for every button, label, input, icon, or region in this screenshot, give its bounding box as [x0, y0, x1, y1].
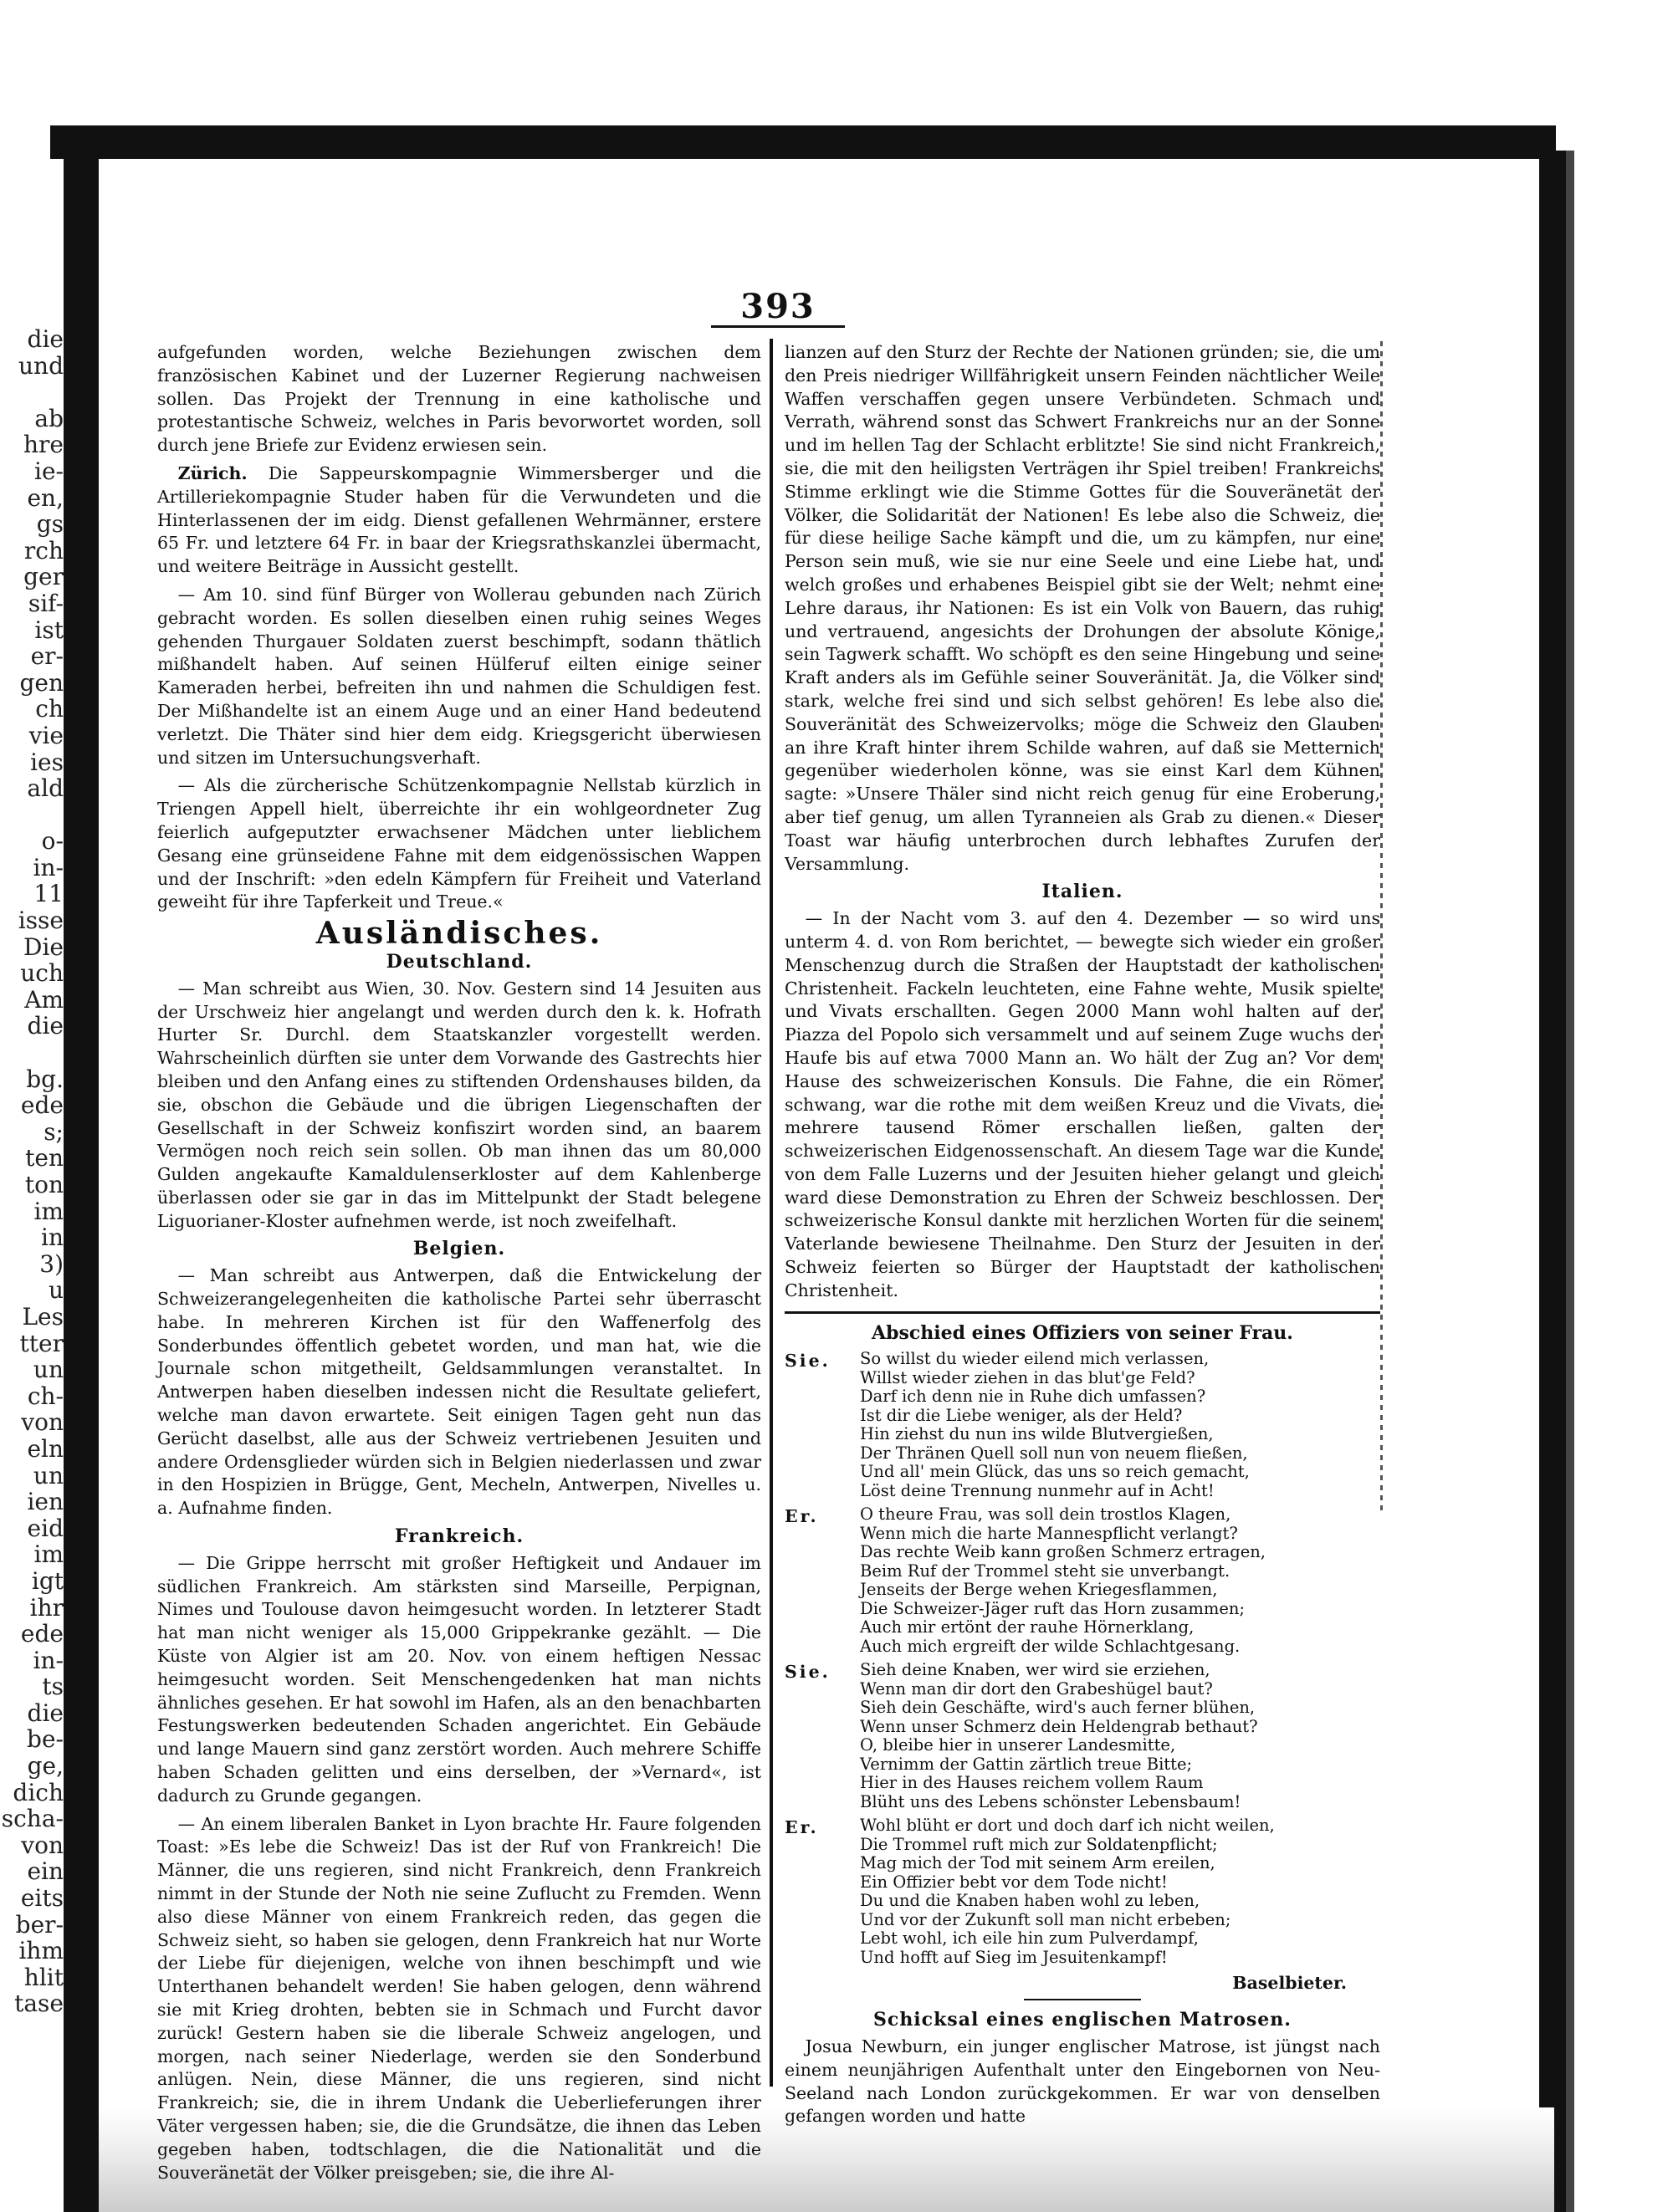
margin-fragment: uch [20, 960, 64, 987]
poem-speaker: Sie. [785, 1351, 831, 1372]
margin-fragment: un [33, 1462, 64, 1489]
margin-fragment: die [27, 1699, 64, 1727]
margin-fragment: ede [20, 1092, 64, 1119]
margin-fragment: isse [18, 907, 64, 934]
margin-fragment: 3) [39, 1250, 64, 1278]
margin-fragment: in- [33, 1647, 64, 1674]
poem-line: Hin ziehst du nun ins wilde Blutvergießen, [860, 1424, 1214, 1444]
margin-fragment: er- [30, 643, 64, 670]
heading-belgien: Belgien. [412, 1238, 506, 1260]
poem-line: Vernimm der Gattin zärtlich treue Bitte; [860, 1754, 1193, 1774]
margin-fragment: gen [19, 669, 64, 697]
book-binding-bar [64, 125, 99, 2212]
margin-fragment: im [33, 1541, 64, 1568]
poem-line: Und vor der Zukunft soll man nicht erbeben; [860, 1909, 1231, 1929]
poem-line: Wenn mich die harte Mannespflicht verlangt? [860, 1523, 1238, 1543]
margin-fragment: 11 [33, 881, 64, 908]
page-number: 393 [711, 289, 845, 328]
heading-deutschland: Deutschland. [386, 950, 533, 973]
margin-fragment [0, 379, 64, 406]
poem-verse [860, 1350, 1380, 1500]
poem-stanza [785, 1350, 1380, 1500]
margin-fragment: eid [27, 1515, 64, 1542]
margin-fragment: ist [34, 616, 64, 644]
margin-fragment: bg. [26, 1065, 64, 1093]
margin-fragment: ihr [29, 1594, 64, 1622]
margin-fragment: im [33, 1198, 64, 1225]
poem-line: Ein Offizier bebt vor dem Tode nicht! [860, 1872, 1168, 1892]
poem-line: Willst wieder ziehen in das blut'ge Feld? [860, 1367, 1195, 1387]
margin-fragment: ies [30, 748, 64, 776]
margin-fragment [0, 802, 64, 829]
intro-paragraph: aufgefunden worden, welche Beziehungen zwischen dem französischen Kabinet und der Luzerner Regierung nachweisen sollen. Das Projekt der Trennung in eine katholische und protestantische Schweiz, welches in Paris bevorwortet worden, soll durch jene Briefe zur Evidenz erwiesen sein. [157, 342, 761, 456]
poem-stanza [785, 1816, 1380, 1967]
margin-fragment: ch- [27, 1382, 64, 1410]
margin-fragment: Die [23, 933, 64, 961]
margin-fragment: in- [33, 854, 64, 881]
poem-speaker: Sie. [785, 1662, 831, 1683]
poem-line: Wenn unser Schmerz dein Heldengrab bethaut? [860, 1716, 1258, 1736]
margin-fragment: eln [27, 1435, 64, 1463]
margin-fragment: ten [25, 1145, 64, 1172]
margin-fragment: ger [23, 564, 64, 590]
poem-line: Der Thränen Quell soll nun von neuem fließen, [860, 1443, 1248, 1463]
poem-line: Sieh dein Geschäfte, wird's auch ferner blühen, [860, 1698, 1256, 1718]
poem-line: O, bleibe hier in unserer Landesmitte, [860, 1735, 1176, 1755]
margin-fragment: die [27, 1013, 64, 1040]
page-right-edge [1539, 151, 1566, 2212]
poem-verse [860, 1661, 1380, 1811]
heading-frankreich: Frankreich. [394, 1525, 524, 1548]
left-margin-fragments [0, 326, 64, 2017]
margin-fragment: dich [13, 1779, 64, 1806]
margin-fragment: die [27, 326, 64, 353]
poem-line: Blüht uns des Lebens schönster Lebensbaum! [860, 1791, 1241, 1811]
margin-fragment: igt [31, 1567, 64, 1595]
poem-line: Die Trommel ruft mich zur Soldatenpflicht; [860, 1834, 1218, 1854]
margin-fragment: gs [36, 511, 64, 538]
margin-fragment: in [41, 1224, 64, 1251]
heading-matrose: Schicksal eines englischen Matrosen. [873, 2009, 1292, 2031]
poem-stanza [785, 1505, 1380, 1656]
poem-bottom-rule [1024, 1999, 1141, 2000]
frankreich-paragraph-2: — An einem liberalen Banket in Lyon brachte Hr. Faure folgenden Toast: »Es lebe die Schweiz! Das ist der Ruf von Frankreich! Die Männer, die uns regieren, sind nicht Frankreich, denn Frankreich nimmt in der Stunde der Noth nie seine Zuflucht zu Fremden. Wenn also diese Männer von einem Frankreich reden, das gegen die Schweiz sieht, so haben sie gelogen, denn Frankreich hat nur Worte der Liebe für diejenigen, welche von ihnen beschimpft und wie Unterthanen behandelt werden! Sie haben gelogen, denn während sie mit Krieg drohten, bebten sie in Schmach und Furcht davor zurück! Gestern haben sie die liberale Schweiz angelogen, und morgen, nach seiner Niederlage, werden sie den Sonderbund anlügen. Nein, diese Männer, die uns regieren, sind nicht Frankreich; sie, die in ihrem Undank die Ueberlieferungen ihrer Väter vergessen haben; sie, die die Grundsätze, die ihnen das Leben gegeben haben, todtschlagen, die die Nationalität und die Souveränetät der Völker preisgeben; sie, die ihre Al- [157, 1813, 761, 2183]
right-column [785, 341, 1380, 2133]
right-margin-dashes [1380, 341, 1383, 1512]
poem-line: Und all' mein Glück, das uns so reich gemacht, [860, 1462, 1250, 1482]
margin-fragment: ton [24, 1172, 64, 1198]
belgien-paragraph: — Man schreibt aus Antwerpen, daß die Entwickelung der Schweizerangelegenheiten die katholische Partei sehr überrascht habe. In mehreren Kirchen ist für den Waffenerfolg des Sonderbundes öffentlich gebetet worden, und man hat, wie die Journale schon mitgetheilt, Geldsammlungen veranstaltet. In Antwerpen haben dieselben indessen nicht die Resultate geliefert, welche man davon erwartete. Seit einigen Tagen geht nun das Gerücht daselbst, alle aus der Schweiz vertriebenen Jesuiten und andere Ordensglieder würden sich in Belgien niederlassen und zwar in den Hospizien in Brügge, Gent, Mecheln, Antwerpen, Nivelles u. a. Aufnahme finden. [157, 1265, 761, 1519]
italien-paragraph: — In der Nacht vom 3. auf den 4. Dezember — so wird uns unterm 4. d. von Rom berichtet, — bewegte sich wieder ein großer Menschenzug durch die Straßen der Hauptstadt der katholischen Christenheit. Fackeln leuchteten, eine Fahne wehte, Musik spielte und Vivats erschallten. Gegen 2000 Mann wohl halten auf der Piazza del Popolo sich versammelt und auf seinem Zuge wuchs der Haufe bis auf etwa 7000 Mann an. Wo hält der Zug an? Vor dem Hause des schweizerischen Konsuls. Die Fahne, die ein Römer schwang, war die rothe mit dem weißen Kreuz und die Vivats, die mehrere tausend Römer erschallen ließen, galten der schweizerischen Eidgenossenschaft. An diesem Tage war die Kunde von dem Falle Luzerns und der Jesuiten hieher gelangt und gleich ward diese Demonstration zu Ehren der Schweiz beschlossen. Der schweizerische Konsul dankte mit herzlichen Worten für die seinem Vaterlande bewiesene Theilnahme. Den Sturz der Jesuiten in der Schweiz feierten so Bürger der Hauptstadt der katholischen Christenheit. [785, 908, 1380, 1300]
poem-speaker: Er. [785, 1506, 819, 1527]
margin-fragment: ie- [34, 457, 64, 485]
poem-line: Du und die Knaben haben wohl zu leben, [860, 1891, 1200, 1911]
zuerich-text: Die Sappeurskompagnie Wimmersberger und die Artilleriekompagnie Studer haben für die Verwundeten und die Hinterlassenen der im eidg. Dienst gefallenen Wehrmänner, erstere 65 Fr. und letztere 64 Fr. in baar der Kriegsrathskanzlei übermacht, und weitere Beiträge in Aussicht gestellt. [157, 462, 761, 577]
poem-verse [860, 1505, 1380, 1656]
margin-fragment: ber- [15, 1911, 64, 1939]
margin-fragment: tase [14, 1990, 64, 2017]
poem-line: O theure Frau, was soll dein trostlos Klagen, [860, 1504, 1231, 1525]
margin-fragment: ede [20, 1621, 64, 1648]
margin-fragment: o- [41, 828, 64, 855]
poem-line: Wenn man dir dort den Grabeshügel baut? [860, 1678, 1213, 1699]
margin-fragment: und [18, 352, 64, 380]
section-title-auslaendisches: Ausländisches. [315, 916, 603, 952]
margin-fragment: hre [23, 432, 64, 458]
deutschland-paragraph: — Man schreibt aus Wien, 30. Nov. Gestern sind 14 Jesuiten aus der Urschweiz hier angelangt und werden durch den k. k. Hofrath Hurter Sr. Durchl. dem Staatskanzler vorgestellt werden. Wahrscheinlich dürften sie unter dem Vorwande des Gastrechts hier bleiben und den Anfang eines zu stiftenden Ordenshauses bilden, da sie, obschon die Gebäude und die übrigen Liegenschaften der Gesellschaft in der Schweiz konfiszirt worden sind, an baarem Vermögen noch reich sein sollen. Ob man ihnen das um 80,000 Gulden angekaufte Kamaldulenserkloster auf dem Kahlenberge überlassen oder sie gar in das im Mittelpunkt der Stadt belegene Liguorianer-Kloster aufnehmen werde, ist noch zweifelhaft. [157, 978, 761, 1231]
poem-line: Sieh deine Knaben, wer wird sie erziehen, [860, 1660, 1210, 1680]
frankreich-continuation: lianzen auf den Sturz der Rechte der Nationen gründen; sie, die um den Preis niedriger Willfährigkeit unsern Feinden nächtlicher Weile Waffen verschaffen gegen unsere Verbündeten. Schmach und Verrath, während sonst das Schwert Frankreichs nur an der Sonne und im hellen Tag der Schlacht erblitzte! Sie sind nicht Frankreich, sie, die mit den heiligsten Verträgen ihr Spiel treiben! Frankreichs Stimme erklingt wie die Stimme Gottes für die Souveränetät der Völker, die Solidarität der Nationen! Es lebe also die Schweiz, die für diese heilige Sache kämpft und die, um zu kämpfen, nur eine Person sein muß, wie sie nur eine Seele und eine Liebe hat, und welch großes und erhabenes Beispiel gibt sie der Welt; nehmt eine Lehre daraus, ihr Nationen: Es ist ein Volk von Bauern, das ruhig und vertrauend, angesichts der Drohungen der absolute Könige, sein Tagwerk schafft. Wo schöpft es den seine Hingebung und seine Kraft anders als im Gefühle seiner Souveränität. Ja, die Völker sind stark, welche frei sind und sich selbst gehören! Es lebe also die Souveränität des Schweizervolks; möge die Schweiz den Glauben an ihre Kraft hinter ihrem Schilde wahren, auf daß sie Metternich gegenüber wiederholen könne, was sie einst Karl dem Kühnen sagte: »Unsere Thäler sind nicht reich genug für eine Eroberung, aber tief genug, um allen Tyranneien als Grab zu dienen.« Dieser Toast war häufig unterbrochen durch lebhaftes Zurufen der Versammlung. [785, 342, 1380, 874]
poem-line: Darf ich denn nie in Ruhe dich umfassen? [860, 1387, 1206, 1407]
poem-top-rule [785, 1311, 1380, 1314]
poem-stanza [785, 1661, 1380, 1811]
poem-line: Die Schweizer-Jäger ruft das Horn zusammen; [860, 1598, 1246, 1618]
margin-fragment: sif- [28, 590, 64, 617]
margin-fragment: rch [23, 537, 64, 564]
zuerich-paragraph [157, 462, 761, 579]
margin-fragment: Am [24, 986, 64, 1014]
poem-line: Ist dir die Liebe weniger, als der Held? [860, 1405, 1183, 1425]
zuerich-heading: Zürich. [177, 462, 248, 483]
column-divider [770, 339, 773, 2087]
schuetzen-paragraph: — Als die zürcherische Schützenkompagnie Nellstab kürzlich in Triengen Appell hielt, überreichte ihr ein wohlgeordneter Zug feierlich aufgeputzter erwachsener Mädchen unter lieblichem Gesang eine grünseidene Fahne mit dem eidgenössischen Wappen und der Inschrift: »den edeln Kämpfern für Freiheit und Vaterland geweiht für ihre Tapferkeit und Treue.« [157, 775, 761, 912]
heading-italien: Italien. [1041, 881, 1123, 903]
poem-line: Wohl blüht er dort und doch darf ich nicht weilen, [860, 1816, 1275, 1836]
poem-line: Hier in des Hauses reichem vollem Raum [860, 1773, 1204, 1793]
poem-line: Auch mich ergreift der wilde Schlachtgesang. [860, 1636, 1241, 1656]
left-column [157, 341, 761, 2189]
margin-fragment: hlit [23, 1964, 64, 1991]
margin-fragment: ein [27, 1858, 64, 1886]
page-right-spine [1566, 151, 1574, 2212]
poem-line: Löst deine Trennung nunmehr auf in Acht! [860, 1480, 1215, 1500]
margin-fragment: ien [27, 1489, 64, 1515]
margin-fragment: von [21, 1831, 64, 1859]
margin-fragment: ab [34, 405, 64, 432]
poem-line: Beim Ruf der Trommel steht sie unverbangt. [860, 1561, 1230, 1581]
margin-fragment: eits [20, 1885, 64, 1912]
wollerau-paragraph: — Am 10. sind fünf Bürger von Wollerau gebunden nach Zürich gebracht worden. Es sollen dieselben einen ruhig seines Weges gehenden Thurgauer Soldaten zuerst beschimpft, sodann thätlich mißhandelt haben. Auf seinen Hülferuf eilten einige seiner Kameraden herbei, befreiten ihn und nahmen die Schuldigen fest. Der Mißhandelte ist an einem Auge und an einer Hand bedeutend verletzt. Die Thäter sind hier dem eidg. Kriegsgericht überwiesen und sitzen im Untersuchungsverhaft. [157, 584, 761, 768]
margin-fragment: ald [27, 775, 64, 802]
poem-line: Auch mir ertönt der rauhe Hörnerklang, [860, 1617, 1195, 1637]
frankreich-paragraph-1: — Die Grippe herrscht mit großer Heftigkeit und Andauer im südlichen Frankreich. Am stärksten sind Marseille, Perpignan, Nimes und Toulouse davon heimgesucht worden. In letzterer Stadt hat man nicht weniger als 15,000 Grippekranke gezählt. — Die Küste von Algier ist am 20. Nov. von einem heftigen Nessac heimgesucht worden. Seit Menschengedenken hat man nichts ähnliches gesehen. Er hat sowohl im Hafen, als an den benachbarten Festungswerken bedeutenden Schaden angerichtet. Ein Gebäude und lange Mauern sind ganz zerstört worden. Auch mehrere Schiffe haben Schaden gelitten und eins derselben, der »Vernard«, ist dadurch zu Grunde gegangen. [157, 1552, 761, 1806]
margin-fragment: Les [22, 1303, 64, 1331]
margin-fragment: scha- [1, 1806, 64, 1832]
page-top-edge [50, 125, 1556, 159]
poem-line: Jenseits der Berge wehen Kriegesflammen, [860, 1580, 1218, 1600]
matrose-paragraph: Josua Newburn, ein junger englischer Matrose, ist jüngst nach einem neunjährigen Aufenthalt unter den Eingebornen von Neu-Seeland nach London zurückgekommen. Er war von denselben gefangen worden und hatte [785, 2036, 1380, 2127]
poem-line: Mag mich der Tod mit seinem Arm ereilen, [860, 1853, 1215, 1873]
margin-fragment: ge, [27, 1753, 64, 1780]
poem-verse [860, 1816, 1380, 1967]
poem-body [785, 1350, 1380, 1967]
poem-speaker: Er. [785, 1817, 819, 1838]
poem-line: Und hofft auf Sieg im Jesuitenkampf! [860, 1947, 1168, 1967]
margin-fragment: un [33, 1356, 64, 1383]
margin-fragment: vie [28, 722, 64, 749]
margin-fragment: en, [27, 484, 64, 512]
poem-line: Das rechte Weib kann großen Schmerz ertragen, [860, 1542, 1266, 1562]
margin-fragment: tter [19, 1330, 64, 1357]
margin-fragment: ihm [18, 1938, 64, 1964]
margin-fragment: ch [35, 696, 64, 723]
margin-fragment: von [21, 1409, 64, 1436]
margin-fragment: be- [27, 1726, 64, 1754]
margin-fragment: ts [42, 1673, 64, 1700]
margin-fragment [0, 1040, 64, 1066]
poem-signature: Baselbieter. [1232, 1973, 1347, 1994]
margin-fragment: u [48, 1277, 64, 1304]
poem-line: So willst du wieder eilend mich verlassen, [860, 1349, 1210, 1369]
poem-line: Lebt wohl, ich eile hin zum Pulverdampf, [860, 1928, 1199, 1949]
poem-title: Abschied eines Offiziers von seiner Frau. [872, 1321, 1293, 1344]
margin-fragment: s; [43, 1118, 64, 1146]
